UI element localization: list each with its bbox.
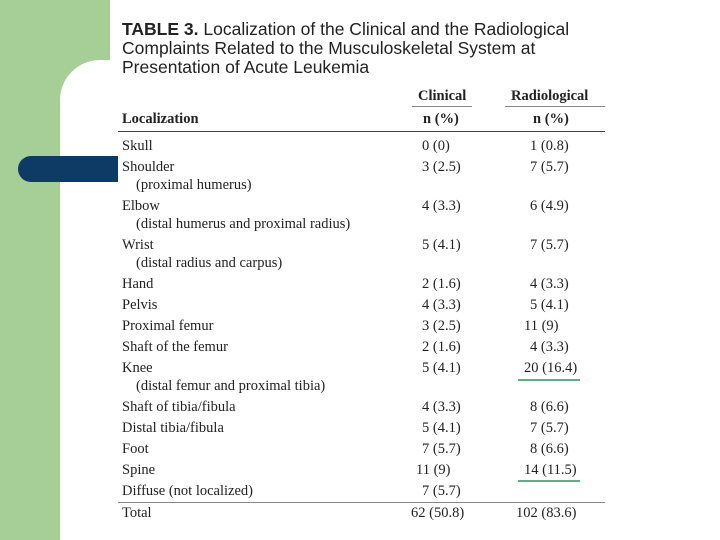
cell-localization: Shaft of tibia/fibula xyxy=(122,399,236,415)
cell-radiological: 7 (5.7) xyxy=(530,420,569,436)
cell-localization: Elbow xyxy=(122,198,160,214)
cell-clinical: 7 (5.7) xyxy=(422,441,461,457)
cell-radiological: 1 (0.8) xyxy=(530,138,569,154)
clinical-header-rule xyxy=(412,106,472,107)
cell-localization: Total xyxy=(122,505,152,521)
cell-clinical: 3 (2.5) xyxy=(422,318,461,334)
cell-radiological: 7 (5.7) xyxy=(530,237,569,253)
cell-clinical: 5 (4.1) xyxy=(422,237,461,253)
cell-localization: Distal tibia/fibula xyxy=(122,420,224,436)
slide-accent-bar xyxy=(18,156,118,182)
cell-radiological: 14 (11.5) xyxy=(524,462,577,478)
cell-clinical: 3 (2.5) xyxy=(422,159,461,175)
radiological-header-rule xyxy=(505,106,605,107)
header-clinical-unit: n (%) xyxy=(423,111,459,127)
cell-clinical: 4 (3.3) xyxy=(422,297,461,313)
cell-radiological: 8 (6.6) xyxy=(530,399,569,415)
cell-clinical: 7 (5.7) xyxy=(422,483,461,499)
cell-clinical: 2 (1.6) xyxy=(422,276,461,292)
cell-radiological: 4 (3.3) xyxy=(530,276,569,292)
cell-localization: Wrist xyxy=(122,237,154,253)
cell-localization: Diffuse (not localized) xyxy=(122,483,253,499)
content-sheet xyxy=(60,60,720,540)
cell-localization-detail: (distal radius and carpus) xyxy=(136,255,283,271)
header-localization: Localization xyxy=(122,111,199,127)
cell-radiological: 7 (5.7) xyxy=(530,159,569,175)
cell-clinical: 11 (9) xyxy=(416,462,451,478)
cell-localization: Shoulder xyxy=(122,159,175,175)
header-clinical: Clinical xyxy=(418,88,467,104)
cell-radiological: 6 (4.9) xyxy=(530,198,569,214)
header-radiological-unit: n (%) xyxy=(533,111,569,127)
cell-localization: Hand xyxy=(122,276,154,292)
cell-localization-detail: (distal femur and proximal tibia) xyxy=(136,378,326,394)
cell-clinical: 2 (1.6) xyxy=(422,339,461,355)
cell-localization: Shaft of the femur xyxy=(122,339,228,355)
cell-radiological: 20 (16.4) xyxy=(524,360,578,376)
cell-localization-detail: (proximal humerus) xyxy=(136,177,252,193)
cell-clinical: 62 (50.8) xyxy=(411,505,465,521)
cell-clinical: 5 (4.1) xyxy=(422,420,461,436)
table-title-text: Localization of the Clinical and the Radiological Complaints Related to the Musculoskeletal System at Presentation of Acute Leukemia xyxy=(122,19,570,77)
highlight-underline xyxy=(518,480,580,482)
table-title xyxy=(122,20,592,77)
cell-clinical: 5 (4.1) xyxy=(422,360,461,376)
header-radiological: Radiological xyxy=(511,88,589,104)
cell-radiological: 11 (9) xyxy=(524,318,559,334)
cell-radiological: 102 (83.6) xyxy=(516,505,577,521)
cell-localization: Foot xyxy=(122,441,149,457)
cell-clinical: 4 (3.3) xyxy=(422,198,461,214)
cell-localization: Knee xyxy=(122,360,153,376)
cell-radiological: 4 (3.3) xyxy=(530,339,569,355)
header-bottom-rule xyxy=(118,131,605,132)
table-title-label: TABLE 3. xyxy=(122,19,199,39)
cell-clinical: 4 (3.3) xyxy=(422,399,461,415)
total-rule xyxy=(118,502,605,503)
cell-localization-detail: (distal humerus and proximal radius) xyxy=(136,216,351,232)
highlight-underline xyxy=(518,379,580,381)
cell-radiological: 5 (4.1) xyxy=(530,297,569,313)
cell-clinical: 0 (0) xyxy=(422,138,450,154)
cell-radiological: 8 (6.6) xyxy=(530,441,569,457)
cell-localization: Skull xyxy=(122,138,153,154)
cell-localization: Pelvis xyxy=(122,297,158,313)
cell-localization: Proximal femur xyxy=(122,318,214,334)
cell-localization: Spine xyxy=(122,462,156,478)
